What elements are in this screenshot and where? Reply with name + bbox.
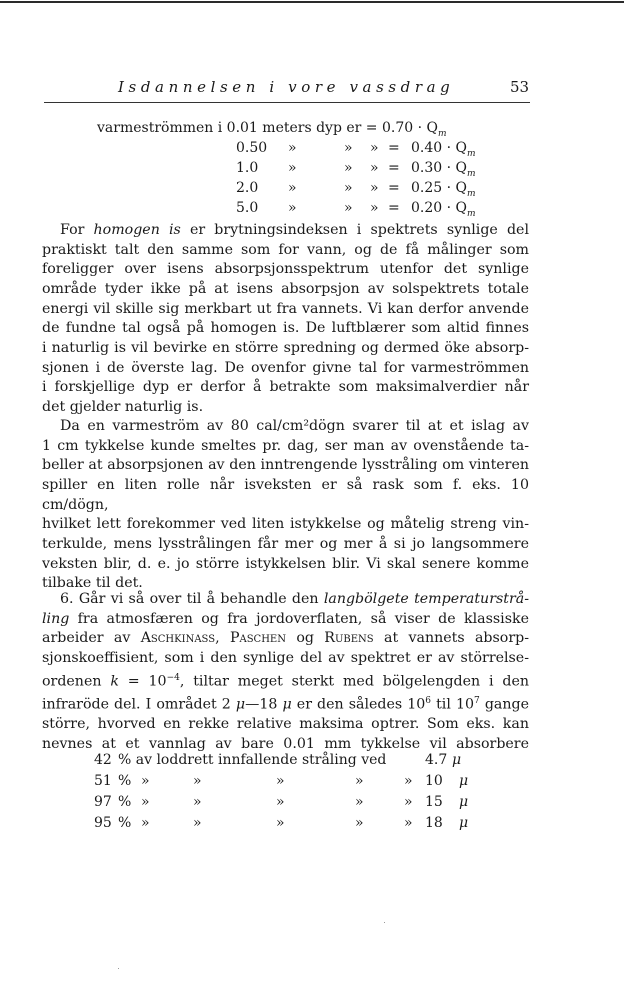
scan-speck [118, 968, 119, 969]
paragraph-line: Da en varmeström av 80 cal/cm²dögn svarer til at et islag av [60, 418, 529, 434]
absorption-row: 95 % » » » » » 18 μ [94, 815, 469, 831]
paragraph-line: 1 cm tykkelse kunde smeltes pr. dag, ser man av ovenstående ta- [42, 437, 529, 454]
paragraph-line: spiller en liten rolle når isveksten er så rask som f. eks. 10 cm/dögn, [42, 476, 529, 513]
paragraph-line: det gjelder naturlig is. [42, 398, 204, 415]
paragraph-line: större, hvorved en rekke relative maksima optrer. Som eks. kan [42, 716, 529, 733]
paragraph-line: beller at absorpsjonen av den inntrengende lysstråling om vinteren [42, 457, 529, 474]
paragraph-line: veksten blir, d. e. jo större istykkelsen blir. Vi skal senere komme [42, 555, 529, 572]
paragraph-line: For homogen is er brytningsindeksen i spektrets synlige del [60, 222, 529, 238]
author-name: Paschen [229, 630, 286, 647]
running-header-title: Isdannelsen i vore vassdrag [118, 78, 455, 96]
top-border-line [0, 1, 624, 3]
paragraph-line: ordenen $k = 10^{-4}$, tiltar meget sterkt med bölgelengden i den [42, 672, 529, 690]
paragraph-line: nevnes at et vannlag av bare 0.01 mm tykkelse vil absorbere [42, 736, 529, 753]
paragraph-line: 6. Går vi så over til å behandle den langbölgete temperaturstrå- [60, 591, 529, 607]
paragraph-line: ling fra atmosfæren og fra jordoverflaten, så viser de klassiske [42, 610, 529, 627]
paragraph-line: i naturlig is vil bevirke en större spredning og dermed öke absorp- [42, 339, 529, 356]
header-rule [44, 102, 530, 103]
paragraph-line: terkulde, mens lysstrålingen får mer og mer å si jo langsommere [42, 535, 529, 552]
author-name: Aschkinass [140, 630, 216, 647]
paragraph-line: hvilket lett forekommer ved liten istykkelse og måtelig streng vin- [42, 516, 529, 533]
paragraph-line: i forskjellige dyp er derfor å betrakte som maksimalverdier når [42, 379, 529, 396]
paragraph-langbolget [42, 590, 529, 755]
page-number: 53 [510, 78, 530, 96]
paragraph-line: foreligger over isens absorpsjonsspektrum utenfor det synlige [42, 261, 529, 278]
paragraph-line: område tyder ikke på at isens absorpsjon av solspektrets totale [42, 280, 529, 297]
paragraph-line: tilbake til det. [42, 575, 143, 592]
absorption-row: 51 % » » » » » 10 μ [94, 773, 469, 789]
paragraph-line: infraröde del. I området 2 μ—18 μ er den således $10^6$ til $10^7$ gange [42, 696, 529, 713]
paragraph-line: energi vil skille sig merkbart ut fra vannets. Vi kan derfor anvende [42, 300, 529, 317]
paragraph-varmestrom [42, 417, 529, 594]
scan-speck [384, 922, 385, 923]
varme-table-lead: varmeströmmen i 0.01 meters dyp er = $0.70 \cdot Q_m$ [97, 120, 447, 139]
paragraph-line: praktiskt talt den samme som for vann, og de få målinger som [42, 241, 529, 258]
author-name: Rubens [324, 630, 374, 647]
paragraph-homogen-is [42, 221, 529, 418]
paragraph-line: de fundne tal også på homogen is. De luftblærer som altid finnes [42, 320, 529, 337]
paragraph-line: sjonskoeffisient, som i den synlige del av spektret er av störrelse- [42, 649, 529, 666]
paragraph-line: sjonen i de överste lag. De ovenfor givne tal for varmeströmmen [42, 359, 529, 376]
absorption-row: 97 % » » » » » 15 μ [94, 794, 469, 810]
absorption-row: 42 % av loddrett innfallende stråling ved 4.7 μ [94, 752, 462, 768]
paragraph-line: arbeider av Aschkinass, Paschen og Rubens at vannets absorp- [42, 630, 529, 647]
